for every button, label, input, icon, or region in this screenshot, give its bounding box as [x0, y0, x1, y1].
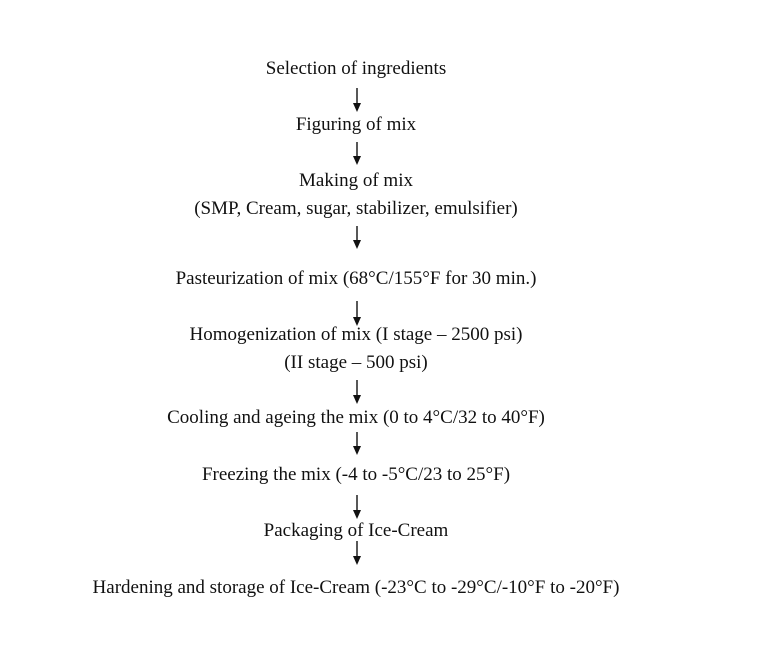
step-hardening-and-storage: Hardening and storage of Ice-Cream (-23°C to -29°C/-10°F to -20°F) [92, 577, 620, 598]
step-homogenization: Homogenization of mix (I stage – 2500 psi) [189, 324, 523, 345]
step-homogenization-stage-two: (II stage – 500 psi) [284, 352, 428, 373]
down-arrow-icon [352, 225, 362, 250]
step-figuring-of-mix: Figuring of mix [295, 114, 417, 135]
step-packaging: Packaging of Ice-Cream [263, 520, 449, 541]
step-making-of-mix-ingredients: (SMP, Cream, sugar, stabilizer, emulsifier) [194, 198, 518, 219]
step-selection-of-ingredients: Selection of ingredients [265, 58, 447, 79]
down-arrow-icon [352, 540, 362, 566]
step-cooling-and-ageing: Cooling and ageing the mix (0 to 4°C/32 to 40°F) [167, 407, 545, 428]
down-arrow-icon [352, 379, 362, 405]
down-arrow-icon [352, 300, 362, 327]
step-freezing: Freezing the mix (-4 to -5°C/23 to 25°F) [201, 464, 511, 485]
down-arrow-icon [352, 141, 362, 166]
step-pasteurization: Pasteurization of mix (68°C/155°F for 30 min.) [175, 268, 537, 289]
step-making-of-mix: Making of mix [299, 170, 413, 191]
down-arrow-icon [352, 494, 362, 520]
down-arrow-icon [352, 431, 362, 456]
down-arrow-icon [352, 87, 362, 113]
